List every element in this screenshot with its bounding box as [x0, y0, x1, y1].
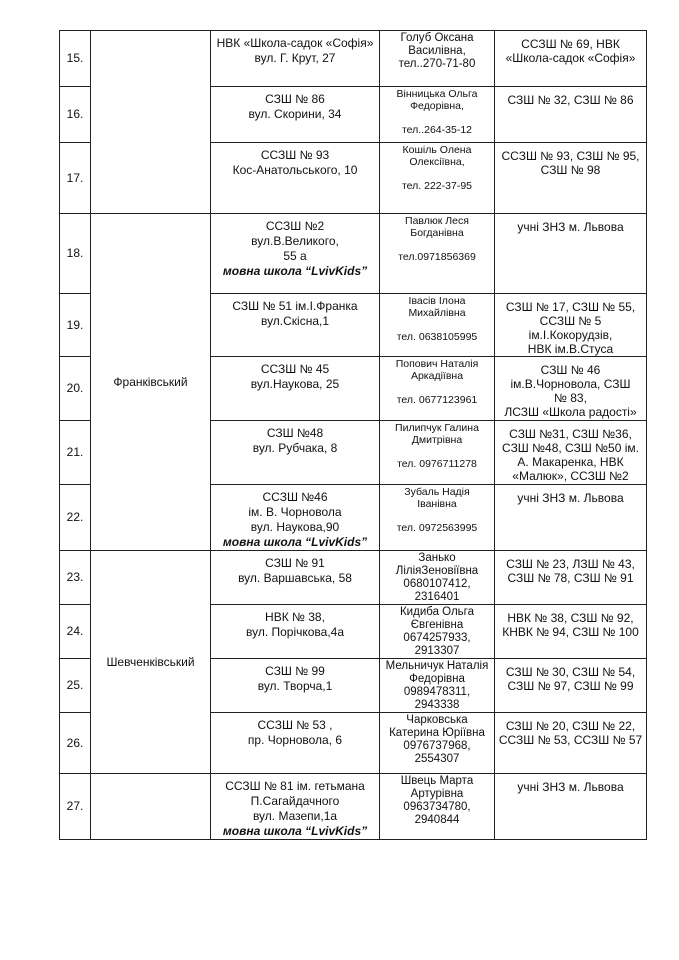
contact-cell [380, 87, 495, 143]
table-row [60, 774, 647, 840]
assigned-schools-cell [495, 551, 647, 605]
contact-line: Кошіль Олена [402, 144, 472, 156]
school-line: СЗШ № 99 [265, 664, 325, 678]
assigned-line: СЗШ № 98 [540, 163, 601, 177]
school-line: П.Сагайдачного [250, 794, 340, 808]
school-cell [211, 357, 380, 421]
school-line: вул. Наукова,90 [250, 520, 340, 534]
assigned-line: НВК № 38, СЗШ № 92, [507, 611, 634, 625]
school-line: вул.Наукова, 25 [250, 377, 340, 391]
assigned-schools-cell [495, 713, 647, 774]
assigned-schools-cell [495, 294, 647, 357]
assigned-line: СЗШ №48, СЗШ №50 ім. [502, 441, 639, 455]
assigned-line: № 83, [554, 391, 587, 405]
school-line: вул. Варшавська, 58 [238, 571, 352, 585]
assigned-line: ім.І.Кокорудзів, [528, 328, 613, 342]
contact-line: 2913307 [414, 645, 460, 657]
contact-line: Зубаль Надія [404, 486, 470, 498]
school-cell [211, 774, 380, 840]
assigned-schools-cell [495, 87, 647, 143]
contact-line: Івасів Ілона [408, 295, 466, 307]
school-line: ССЗШ № 81 ім. гетьмана [225, 779, 365, 793]
school-cell [211, 485, 380, 551]
schools-table [59, 30, 647, 840]
contact-cell [380, 421, 495, 485]
school-line: СЗШ №48 [266, 426, 324, 440]
district-cell-empty [91, 774, 211, 840]
assigned-schools-cell [495, 659, 647, 713]
contact-cell [380, 143, 495, 214]
contact-line: Артурівна [410, 788, 464, 800]
school-cell [211, 659, 380, 713]
contact-line: Павлюк Леся [405, 215, 469, 227]
table-row [60, 551, 647, 605]
contact-line: 2940844 [414, 814, 460, 826]
school-line: вул. Творча,1 [257, 679, 333, 693]
district-cell: Шевченківський [91, 551, 211, 774]
school-cell [211, 87, 380, 143]
contact-line: Михайлівна [408, 307, 466, 319]
assigned-schools-cell [495, 485, 647, 551]
spacer [380, 168, 494, 180]
school-cell [211, 551, 380, 605]
contact-line: Іванівна [417, 498, 457, 510]
school-line: пр. Чорновола, 6 [247, 733, 343, 747]
contact-line: Голуб Оксана [400, 32, 474, 44]
assigned-line: А. Макаренка, НВК [517, 455, 624, 469]
school-line: вул. Рубчака, 8 [252, 441, 338, 455]
contact-cell [380, 551, 495, 605]
contact-line: Василівна, [408, 45, 466, 57]
contact-line: Попович Наталія [395, 358, 479, 370]
assigned-line: учні ЗНЗ м. Львова [517, 220, 624, 234]
spacer [380, 382, 494, 394]
school-line: вул. Скорини, 34 [248, 107, 342, 121]
contact-cell [380, 357, 495, 421]
assigned-line: ССЗШ № 5 [539, 314, 602, 328]
row-number: 23. [60, 551, 91, 605]
assigned-schools-cell [495, 421, 647, 485]
assigned-line: ЛСЗШ «Школа радості» [504, 405, 637, 419]
contact-line: Федорівна [409, 673, 465, 685]
row-number: 27. [60, 774, 91, 840]
assigned-schools-cell [495, 143, 647, 214]
school-cell [211, 143, 380, 214]
contact-line: Чарковська [406, 714, 468, 726]
assigned-line: СЗШ № 97, СЗШ № 99 [507, 679, 634, 693]
contact-line: тел. 222-37-95 [401, 180, 472, 192]
school-cell [211, 31, 380, 87]
assigned-line: ССЗШ № 69, НВК [521, 37, 620, 51]
school-cell [211, 713, 380, 774]
row-number: 21. [60, 421, 91, 485]
school-line: 55 а [283, 249, 307, 263]
row-number: 18. [60, 214, 91, 294]
contact-line: тел. 0976711278 [397, 458, 477, 470]
contact-line: ЛіліяЗеновіївна [395, 565, 479, 577]
contact-line: 2316401 [414, 591, 460, 603]
contact-line: 0680107412, [403, 578, 471, 590]
assigned-line: НВК ім.В.Стуса [527, 342, 614, 356]
spacer [380, 319, 494, 331]
assigned-line: учні ЗНЗ м. Львова [517, 491, 624, 505]
school-line: вул.Скісна,1 [260, 314, 330, 328]
school-line: СЗШ № 86 [265, 92, 325, 106]
school-line: НВК «Школа-садок «Софія» [216, 36, 374, 50]
contact-cell [380, 659, 495, 713]
assigned-line: ССЗШ № 93, СЗШ № 95, [501, 149, 640, 163]
row-number: 24. [60, 605, 91, 659]
row-number: 22. [60, 485, 91, 551]
contact-cell [380, 713, 495, 774]
contact-line: тел. 0972563995 [396, 522, 478, 534]
contact-line: тел. 0638105995 [396, 331, 478, 343]
contact-line: 0976737968, [403, 740, 471, 752]
district-cell: Франківський [91, 214, 211, 551]
assigned-line: «Школа-садок «Софія» [505, 51, 636, 65]
school-line: вул.В.Великого, [251, 234, 339, 248]
school-line: СЗШ № 51 ім.І.Франка [232, 299, 358, 313]
assigned-line: СЗШ № 23, ЛЗШ № 43, [506, 557, 635, 571]
assigned-line: СЗШ № 46 [540, 363, 601, 377]
assigned-line: ССЗШ № 53, ССЗШ № 57 [498, 733, 643, 747]
assigned-line: КНВК № 94, СЗШ № 100 [502, 625, 639, 639]
contact-cell [380, 294, 495, 357]
school-line: ССЗШ № 53 , [257, 718, 333, 732]
row-number: 25. [60, 659, 91, 713]
contact-line: Пилипчук Галина [395, 422, 479, 434]
row-number: 19. [60, 294, 91, 357]
contact-line: Олексіївна, [409, 156, 465, 168]
contact-cell [380, 774, 495, 840]
contact-line: Швець Марта [400, 775, 474, 787]
contact-cell [380, 605, 495, 659]
school-line: вул. Г. Крут, 27 [254, 51, 336, 65]
school-line: вул. Порічкова,4а [245, 625, 345, 639]
contact-line: Катерина Юріївна [389, 727, 485, 739]
school-line: вул. Мазепи,1а [252, 809, 338, 823]
row-number: 26. [60, 713, 91, 774]
school-line: НВК № 38, [265, 610, 325, 624]
school-line: ССЗШ №46 [262, 490, 328, 504]
contact-line: Федорівна, [410, 100, 464, 112]
row-number: 17. [60, 143, 91, 214]
assigned-schools-cell [495, 214, 647, 294]
school-cell [211, 214, 380, 294]
school-line: Кос-Анатольського, 10 [232, 163, 358, 177]
assigned-line: учні ЗНЗ м. Львова [517, 780, 624, 794]
language-school-note: мовна школа “LvivKids” [222, 535, 368, 549]
contact-line: Мельничук Наталія [385, 660, 489, 672]
spacer [380, 510, 494, 522]
school-line: СЗШ № 91 [265, 556, 325, 570]
table-row [60, 31, 647, 87]
contact-line: тел.0971856369 [398, 251, 476, 263]
contact-line: тел..264-35-12 [401, 124, 472, 136]
language-school-note: мовна школа “LvivKids” [222, 824, 368, 838]
contact-line: Вінницька Ольга [396, 88, 478, 100]
assigned-schools-cell [495, 774, 647, 840]
assigned-line: СЗШ №31, СЗШ №36, [509, 427, 632, 441]
row-number: 15. [60, 31, 91, 87]
assigned-line: СЗШ № 20, СЗШ № 22, [505, 719, 636, 733]
contact-line: Євгенівна [410, 619, 464, 631]
language-school-note: мовна школа “LvivKids” [222, 264, 368, 278]
contact-line: Дмитрівна [411, 434, 463, 446]
assigned-line: СЗШ № 78, СЗШ № 91 [507, 571, 634, 585]
school-line: ССЗШ № 93 [260, 148, 330, 162]
assigned-line: СЗШ № 32, СЗШ № 86 [507, 93, 634, 107]
assigned-line: ім.В.Чорновола, СЗШ [510, 377, 631, 391]
spacer [380, 112, 494, 124]
school-cell [211, 605, 380, 659]
contact-line: Аркадіївна [410, 370, 464, 382]
spacer [380, 446, 494, 458]
assigned-line: «Малюк», ССЗШ №2 [512, 469, 629, 483]
assigned-line: СЗШ № 30, СЗШ № 54, [505, 665, 636, 679]
school-line: ССЗШ №2 [265, 219, 325, 233]
school-line: ССЗШ № 45 [260, 362, 330, 376]
contact-line: 0989478311, [403, 686, 471, 698]
assigned-schools-cell [495, 31, 647, 87]
contact-line: 0674257933, [403, 632, 471, 644]
contact-line: 0963734780, [403, 801, 471, 813]
table-row [60, 214, 647, 294]
contact-line: 2554307 [414, 753, 460, 765]
contact-cell [380, 485, 495, 551]
school-cell [211, 421, 380, 485]
contact-line: Занько [418, 552, 456, 564]
row-number: 20. [60, 357, 91, 421]
contact-line: тел. 0677123961 [396, 394, 478, 406]
school-line: ім. В. Чорновола [248, 505, 342, 519]
row-number: 16. [60, 87, 91, 143]
contact-cell [380, 31, 495, 87]
spacer [380, 239, 494, 251]
contact-line: 2943338 [414, 699, 460, 711]
contact-cell [380, 214, 495, 294]
assigned-schools-cell [495, 357, 647, 421]
district-cell-empty [91, 31, 211, 214]
contact-line: тел..270-71-80 [398, 58, 476, 70]
school-cell [211, 294, 380, 357]
contact-line: Богданівна [410, 227, 464, 239]
contact-line: Кидиба Ольга [399, 606, 475, 618]
assigned-line: СЗШ № 17, СЗШ № 55, [505, 300, 636, 314]
assigned-schools-cell [495, 605, 647, 659]
